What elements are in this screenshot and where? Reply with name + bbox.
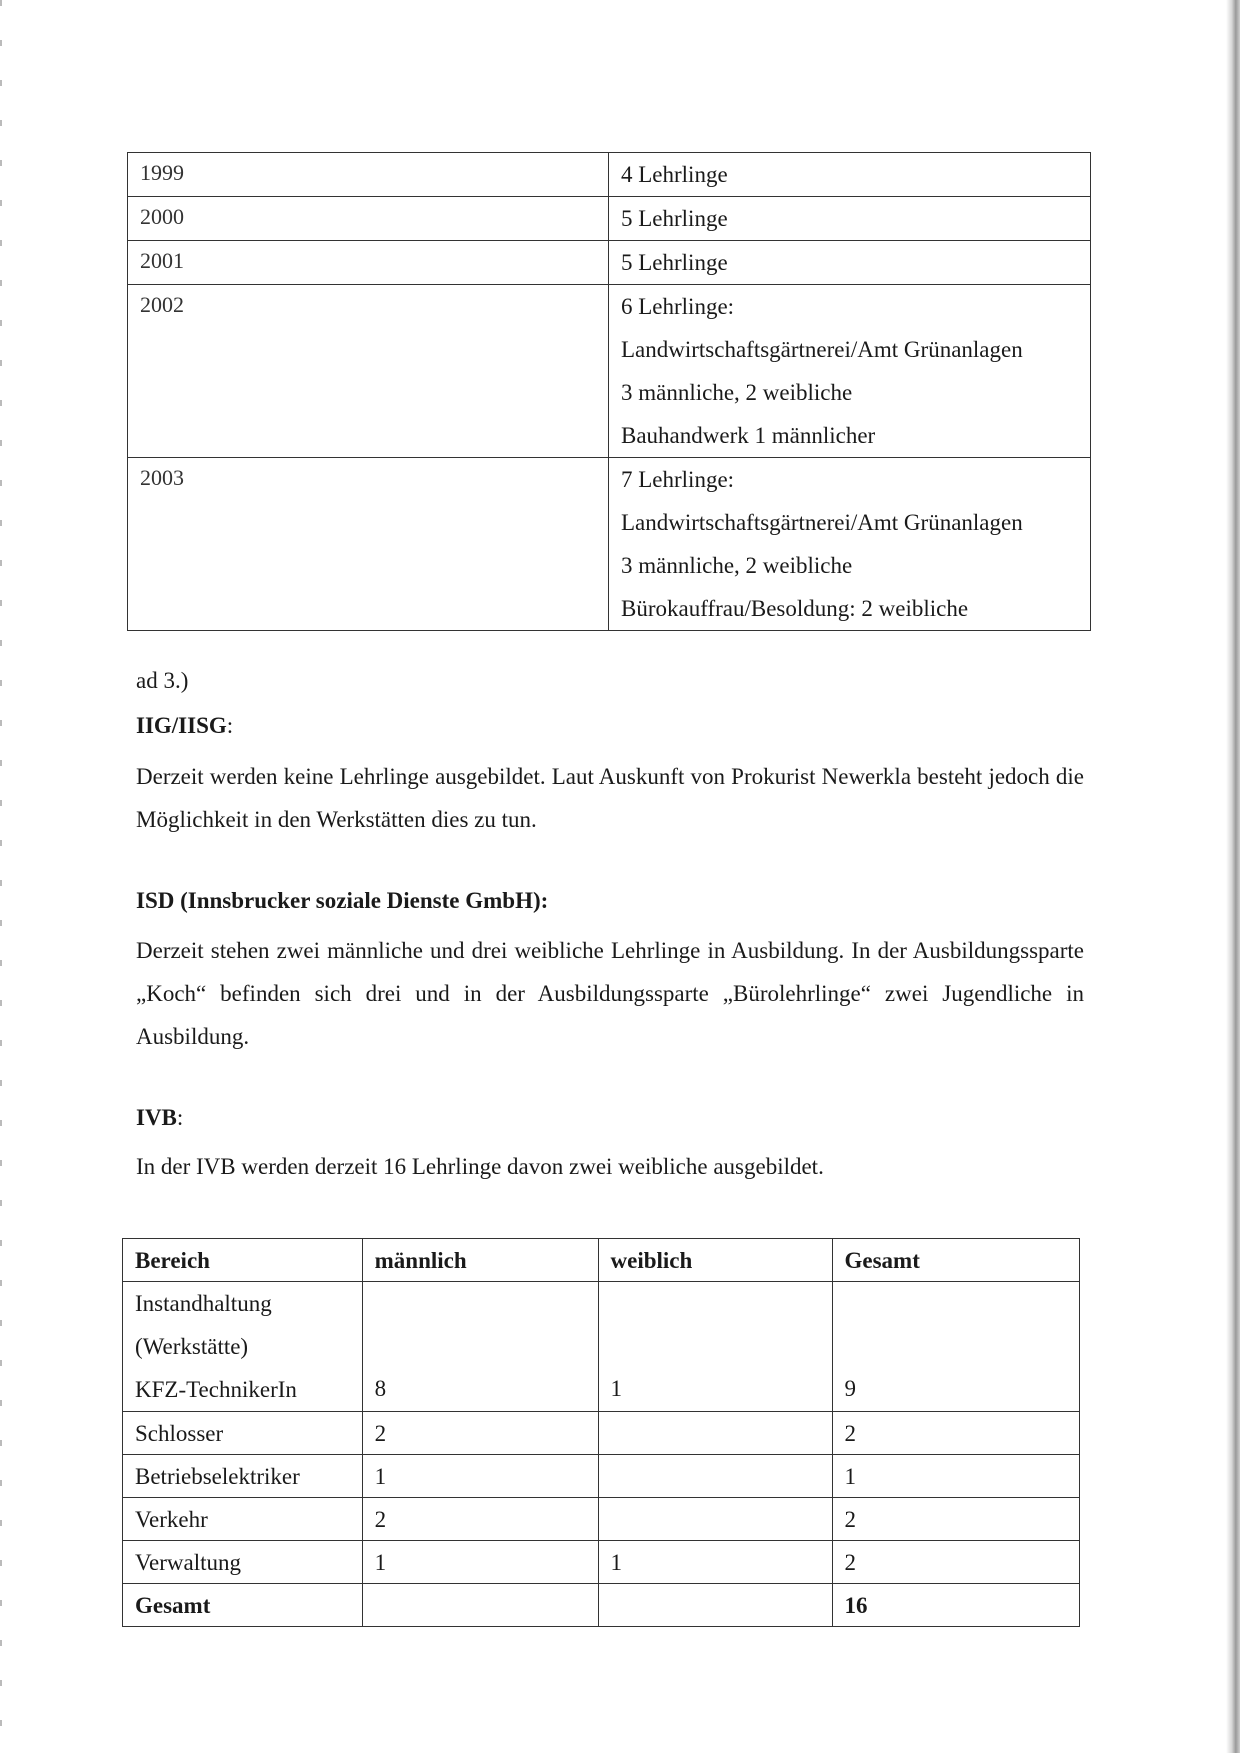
detail-cell — [609, 285, 1091, 458]
detail-cell — [609, 153, 1091, 197]
table-row — [123, 1282, 1080, 1412]
bereich-line: Instandhaltung — [135, 1291, 272, 1316]
total-weiblich-cell — [598, 1584, 832, 1627]
gesamt-cell: 2 — [832, 1541, 1080, 1584]
table-row — [123, 1455, 1080, 1498]
detail-line: Landwirtschaftsgärtnerei/Amt Grünanlagen — [621, 337, 1023, 362]
detail-line: Bürokauffrau/Besoldung: 2 weibliche — [621, 596, 969, 621]
table-row — [128, 241, 1091, 285]
maennlich-cell: 2 — [362, 1498, 598, 1541]
year-cell: 2003 — [128, 458, 609, 631]
maennlich-cell: 1 — [362, 1455, 598, 1498]
detail-line: Bauhandwerk 1 männlicher — [621, 423, 876, 448]
bereich-line: KFZ-TechnikerIn — [135, 1377, 297, 1402]
table-row — [128, 458, 1091, 631]
table-row — [128, 153, 1091, 197]
isd-heading: ISD (Innsbrucker soziale Dienste GmbH): — [136, 888, 549, 913]
gesamt-cell: 9 — [832, 1282, 1080, 1412]
scan-left-edge — [0, 0, 2, 1753]
detail-line: 3 männliche, 2 weibliche — [621, 553, 853, 578]
ivb-heading-text: IVB — [136, 1105, 177, 1130]
table-row — [128, 285, 1091, 458]
detail-cell — [609, 241, 1091, 285]
ivb-heading — [136, 1105, 1084, 1131]
year-cell: 1999 — [128, 153, 609, 197]
detail-cell — [609, 458, 1091, 631]
ivb-lehrlinge-table — [122, 1238, 1080, 1627]
iig-heading-colon: : — [226, 713, 234, 738]
year-cell: 2002 — [128, 285, 609, 458]
bereich-cell: Betriebselektriker — [123, 1455, 363, 1498]
maennlich-cell: 8 — [362, 1282, 598, 1412]
gesamt-cell: 2 — [832, 1412, 1080, 1455]
weiblich-cell — [598, 1412, 832, 1455]
gesamt-cell: 2 — [832, 1498, 1080, 1541]
column-header-bereich: Bereich — [123, 1239, 363, 1282]
column-header-weiblich: weiblich — [598, 1239, 832, 1282]
lehrlinge-year-table — [127, 152, 1091, 631]
weiblich-cell — [598, 1498, 832, 1541]
detail-line: 7 Lehrlinge: — [621, 467, 735, 492]
total-maennlich-cell — [362, 1584, 598, 1627]
iig-heading-text: IIG/IISG — [136, 713, 227, 738]
maennlich-cell: 2 — [362, 1412, 598, 1455]
table-row — [123, 1541, 1080, 1584]
detail-line: 5 Lehrlinge — [621, 250, 728, 275]
detail-line: Landwirtschaftsgärtnerei/Amt Grünanlagen — [621, 510, 1023, 535]
bereich-cell: Verkehr — [123, 1498, 363, 1541]
scan-right-edge — [1226, 0, 1240, 1753]
year-cell: 2000 — [128, 197, 609, 241]
table-header-row — [123, 1239, 1080, 1282]
column-header-gesamt: Gesamt — [832, 1239, 1080, 1282]
detail-cell — [609, 197, 1091, 241]
table-row — [123, 1498, 1080, 1541]
ivb-paragraph: In der IVB werden derzeit 16 Lehrlinge davon zwei weibliche ausgebildet. — [136, 1154, 824, 1179]
weiblich-cell: 1 — [598, 1541, 832, 1584]
detail-line: 5 Lehrlinge — [621, 206, 728, 231]
isd-paragraph: Derzeit stehen zwei männliche und drei weibliche Lehrlinge in Ausbildung. In der Ausbildungssparte „Koch“ befinden sich drei und in der Ausbildungssparte „Bürolehrlinge“ zwei Jugendliche in Ausbildung. — [136, 938, 1084, 1049]
bereich-line: (Werkstätte) — [135, 1334, 249, 1359]
maennlich-cell: 1 — [362, 1541, 598, 1584]
total-label-cell: Gesamt — [123, 1584, 363, 1627]
section-number: ad 3.) — [136, 668, 189, 693]
detail-line: 6 Lehrlinge: — [621, 294, 735, 319]
iig-heading — [136, 713, 1084, 739]
weiblich-cell: 1 — [598, 1282, 832, 1412]
bereich-cell — [123, 1282, 363, 1412]
iig-paragraph: Derzeit werden keine Lehrlinge ausgebildet. Laut Auskunft von Prokurist Newerkla besteht jedoch die Möglichkeit in den Werkstätten dies zu tun. — [136, 764, 1084, 832]
bereich-cell: Verwaltung — [123, 1541, 363, 1584]
year-cell: 2001 — [128, 241, 609, 285]
weiblich-cell — [598, 1455, 832, 1498]
gesamt-cell: 1 — [832, 1455, 1080, 1498]
ivb-heading-colon: : — [176, 1105, 184, 1130]
detail-line: 4 Lehrlinge — [621, 162, 728, 187]
detail-line: 3 männliche, 2 weibliche — [621, 380, 853, 405]
total-gesamt-cell: 16 — [832, 1584, 1080, 1627]
table-row — [128, 197, 1091, 241]
column-header-maennlich: männlich — [362, 1239, 598, 1282]
bereich-cell: Schlosser — [123, 1412, 363, 1455]
table-row — [123, 1412, 1080, 1455]
table-total-row — [123, 1584, 1080, 1627]
